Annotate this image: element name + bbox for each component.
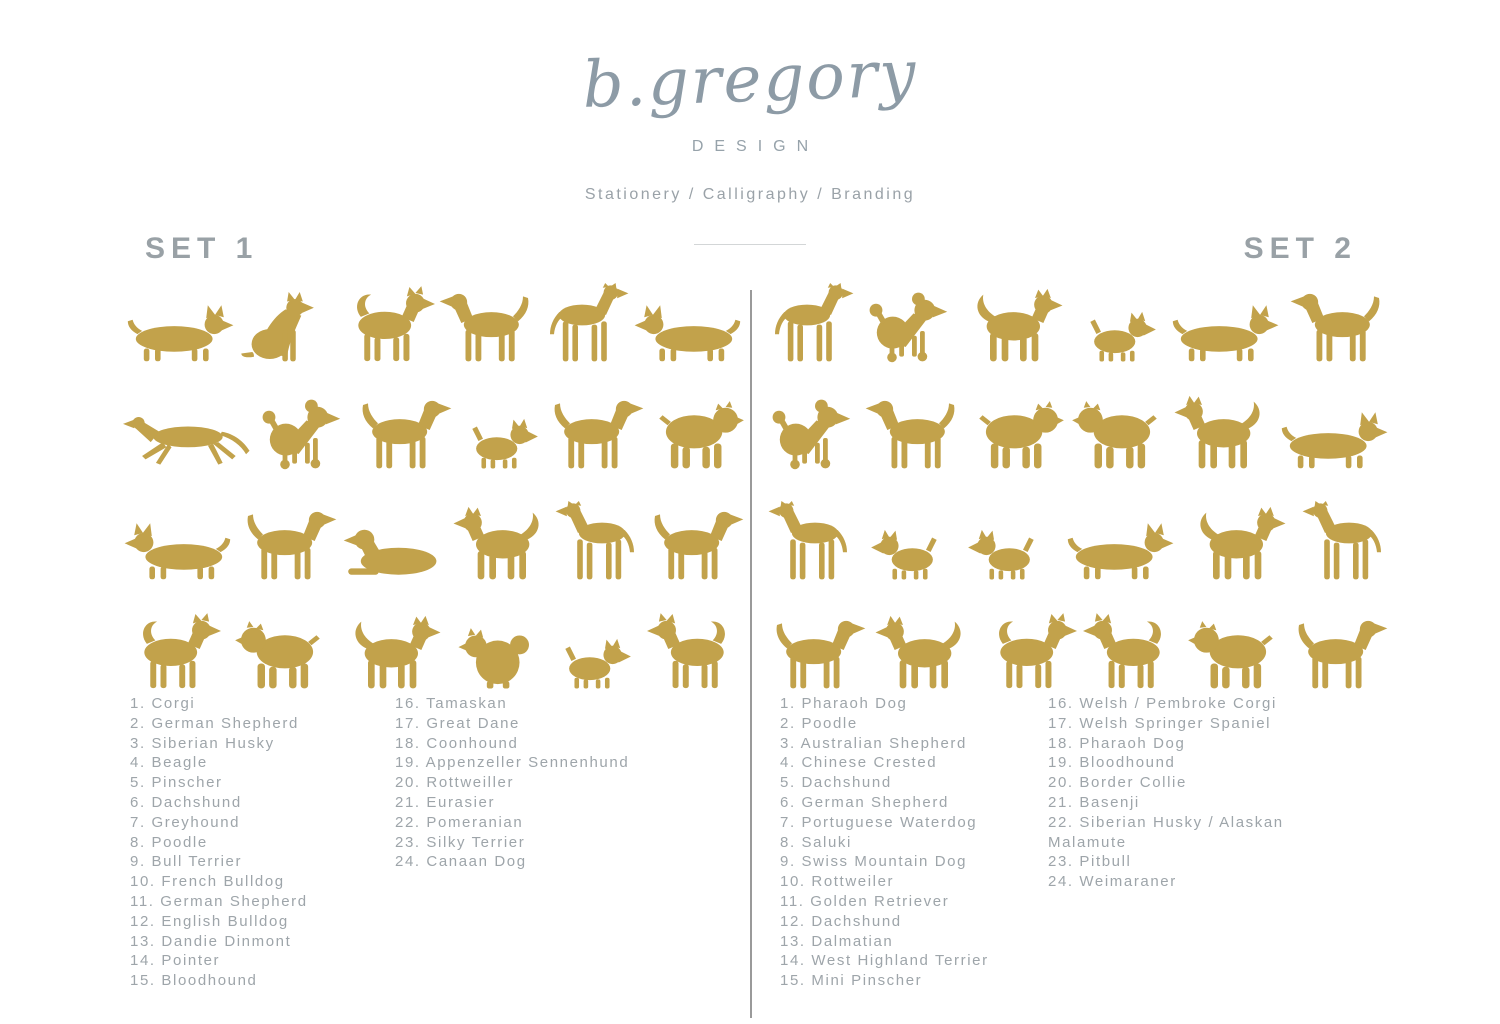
dog-silhouette-corgi (123, 302, 235, 363)
breed-list-item: 7. Greyhound (130, 813, 241, 831)
breed-list-item: 24. Canaan Dog (395, 853, 527, 871)
dog-silhouette-pitbull (1187, 617, 1283, 690)
dog-silhouette-saluki (864, 395, 964, 470)
set1-title: SET 1 (145, 232, 259, 265)
breed-list-item: 10. Rottweiler (780, 873, 895, 891)
dog-silhouette-tamaskan (451, 506, 551, 581)
logo-script: b.gregory (581, 37, 919, 123)
dog-silhouette-dandie-dinmont (123, 520, 235, 581)
set2-breed-list-column-2 (1048, 694, 1358, 991)
logo (0, 26, 1500, 156)
dog-silhouette-rottweiler (1071, 397, 1167, 470)
dog-silhouette-appenzeller-sennenhund (123, 613, 221, 690)
dog-silhouette-west-highland-terrier (868, 520, 952, 581)
dog-silhouette-chinese-crested (1075, 302, 1159, 363)
dog-silhouette-pharaoh-dog (767, 283, 855, 363)
breed-list-item: 20. Border Collie (1048, 774, 1187, 792)
header (0, 26, 1500, 245)
breed-list-item: 13. Dandie Dinmont (130, 932, 292, 950)
dog-silhouette-bloodhound (341, 518, 449, 581)
breed-list-item: 11. Golden Retriever (780, 892, 950, 910)
dog-row (767, 501, 1389, 581)
breed-list-item: 4. Beagle (130, 754, 208, 772)
dog-silhouette-silky-terrier (550, 629, 634, 690)
dog-silhouette-greyhound (123, 409, 253, 470)
dog-silhouette-siberian-husky (337, 286, 435, 363)
breed-list-item: 2. Poodle (780, 714, 858, 732)
dog-silhouette-weimaraner (1289, 615, 1389, 690)
dog-silhouette-french-bulldog (457, 409, 541, 470)
set2-dog-grid (767, 283, 1389, 690)
vertical-divider (750, 290, 752, 1018)
dog-silhouette-pomeranian (457, 626, 537, 690)
dog-silhouette-german-shepherd (1289, 288, 1389, 363)
set2-breed-lists (780, 694, 1358, 991)
dog-silhouette-english-bulldog (649, 397, 745, 470)
breed-list-item: 20. Rottweiller (395, 774, 515, 792)
breed-list-item: 7. Portuguese Waterdog (780, 813, 978, 831)
dog-row (767, 395, 1389, 470)
breed-list-item: 3. Siberian Husky (130, 734, 275, 752)
breed-list-item: 14. Pointer (130, 952, 221, 970)
dog-silhouette-portuguese-waterdog (767, 398, 859, 470)
dog-silhouette-german-shepherd (545, 395, 645, 470)
dog-silhouette-dalmatian (767, 501, 855, 581)
dog-silhouette-siberian-husky-alaskan-malamute (1083, 613, 1181, 690)
breed-list-item: 2. German Shepherd (130, 714, 299, 732)
dog-silhouette-basenji (979, 613, 1077, 690)
breed-list-item: 23. Silky Terrier (395, 833, 526, 851)
breed-list-item: 8. Saluki (780, 833, 852, 851)
breed-list-item: 21. Basenji (1048, 793, 1140, 811)
dog-silhouette-great-dane (554, 501, 642, 581)
header-rule (694, 244, 806, 245)
breed-list-item: 18. Coonhound (395, 734, 519, 752)
set1-breed-list-column-1 (130, 694, 395, 991)
breed-list-item: 22. Siberian Husky / Alaskan Malamute (1048, 813, 1284, 851)
dog-silhouette-dachshund (633, 302, 745, 363)
set1-dog-grid (123, 283, 745, 690)
dog-silhouette-bull-terrier (353, 395, 453, 470)
dog-silhouette-welsh-pembroke-corgi (1063, 520, 1175, 581)
dog-silhouette-coonhound (645, 506, 745, 581)
breed-list-item: 21. Eurasier (395, 793, 496, 811)
dog-silhouette-mini-pinscher (965, 520, 1049, 581)
breed-list-item: 24. Weimaraner (1048, 873, 1177, 891)
dog-silhouette-poodle (864, 291, 956, 363)
breed-list-item: 10. French Bulldog (130, 873, 285, 891)
dog-silhouette-beagle (438, 288, 538, 363)
breed-list-item: 12. Dachshund (780, 912, 902, 930)
breed-list-item: 8. Poodle (130, 833, 208, 851)
breed-list-item: 11. German Shepherd (130, 892, 308, 910)
breed-list-item: 17. Welsh Springer Spaniel (1048, 714, 1272, 732)
dog-silhouette-border-collie (873, 615, 973, 690)
dog-silhouette-german-shepherd (238, 292, 333, 363)
tagline: Stationery / Calligraphy / Branding (584, 186, 916, 203)
dog-row (123, 613, 745, 690)
breed-list-item: 19. Appenzeller Sennenhund (395, 754, 630, 772)
dog-silhouette-pointer (238, 506, 338, 581)
breed-list-item: 1. Corgi (130, 695, 196, 712)
breed-list-item: 12. English Bulldog (130, 912, 289, 930)
dog-row (123, 395, 745, 470)
dog-row (767, 613, 1389, 690)
breed-list-item: 13. Dalmatian (780, 932, 894, 950)
breed-list-item: 19. Bloodhound (1048, 754, 1176, 772)
breed-list-item: 15. Mini Pinscher (780, 972, 923, 990)
dog-silhouette-pharaoh-dog (1301, 501, 1389, 581)
set2-breed-list-column-1 (780, 694, 1048, 991)
dog-silhouette-dachshund (1168, 302, 1280, 363)
dog-silhouette-australian-shepherd (965, 288, 1065, 363)
breed-list-item: 18. Pharaoh Dog (1048, 734, 1186, 752)
set1-breed-lists (130, 694, 695, 991)
set2-title: SET 2 (1243, 232, 1357, 265)
breed-list-item: 6. German Shepherd (780, 793, 949, 811)
dog-silhouette-dachshund (1277, 409, 1389, 470)
breed-list-item: 15. Bloodhound (130, 972, 258, 990)
breed-list-item: 22. Pomeranian (395, 813, 524, 831)
breed-list-item: 23. Pitbull (1048, 853, 1132, 871)
dog-row (123, 283, 745, 363)
dog-silhouette-poodle (257, 398, 349, 470)
breed-list-item: 14. West Highland Terrier (780, 952, 989, 970)
breed-list-item: 4. Chinese Crested (780, 754, 938, 772)
breed-list-item: 16. Tamaskan (395, 695, 508, 712)
breed-list-item: 5. Dachshund (780, 774, 892, 792)
breed-list-item: 9. Swiss Mountain Dog (780, 853, 968, 871)
dog-silhouette-pinscher (542, 283, 630, 363)
dog-silhouette-welsh-springer-spaniel (1188, 506, 1288, 581)
logo-subtitle: DESIGN (691, 138, 820, 155)
set1-breed-list-column-2 (395, 694, 695, 991)
dog-silhouette-golden-retriever (1172, 395, 1272, 470)
breed-list-item: 17. Great Dane (395, 714, 520, 732)
breed-list-item: 9. Bull Terrier (130, 853, 243, 871)
dog-silhouette-eurasier (343, 615, 443, 690)
breed-list-item: 3. Australian Shepherd (780, 734, 967, 752)
breed-list-item: 6. Dachshund (130, 793, 242, 811)
breed-list-item: 5. Pinscher (130, 774, 223, 792)
dog-silhouette-swiss-mountain-dog (969, 397, 1065, 470)
dog-silhouette-bloodhound (767, 615, 867, 690)
dog-row (767, 283, 1389, 363)
breed-list-item: 1. Pharaoh Dog (780, 695, 908, 712)
dog-row (123, 501, 745, 581)
dog-silhouette-canaan-dog (647, 613, 745, 690)
breed-list-item: 16. Welsh / Pembroke Corgi (1048, 695, 1277, 712)
dog-silhouette-rottweiller (234, 617, 330, 690)
